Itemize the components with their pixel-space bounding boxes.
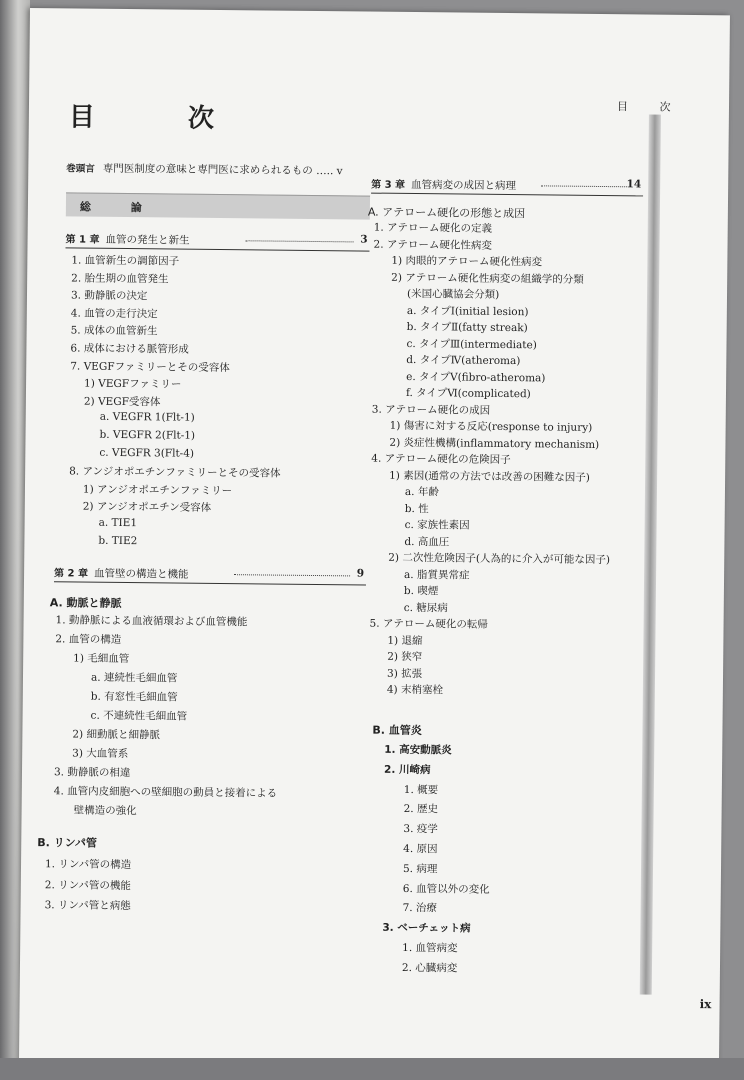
section-header: 総 論 bbox=[66, 192, 370, 219]
toc-entry: 2. 歴史 bbox=[403, 803, 439, 816]
toc-entry: 1. 概要 bbox=[403, 783, 439, 796]
toc-entry: 4. 原因 bbox=[403, 842, 438, 856]
chapter-page: 14 bbox=[626, 178, 642, 191]
book-page bbox=[19, 8, 730, 1075]
toc-entry: 2) アテローム硬化性病変の組織学的分類 bbox=[391, 271, 584, 286]
toc-entry: d. 高血圧 bbox=[404, 535, 450, 548]
toc-entry: 2) 二次性危険因子(人為的に介入が可能な因子) bbox=[388, 551, 611, 567]
toc-entry: 2. 血管の構造 bbox=[55, 633, 122, 646]
toc-entry: a. 連続性毛細血管 bbox=[90, 671, 178, 685]
toc-entry: b. VEGFR 2(Flt-1) bbox=[99, 428, 196, 442]
toc-entry: 6. 成体における脈管形成 bbox=[70, 342, 189, 356]
toc-entry: 1) 素因(通常の方法では改善の困難な因子) bbox=[389, 469, 590, 484]
toc-entry: c. タイプⅢ(intermediate) bbox=[406, 337, 537, 351]
toc-entry: c. 家族性素因 bbox=[404, 518, 470, 532]
toc-entry: 3. リンパ管と病態 bbox=[44, 899, 131, 913]
toc-entry: 1. リンパ管の構造 bbox=[44, 858, 132, 872]
toc-entry: 3. アテローム硬化の成因 bbox=[371, 403, 491, 417]
toc-entry: 1. アテローム硬化の定義 bbox=[373, 221, 493, 235]
toc-entry: 1. 動静脈による血液循環および血管機能 bbox=[55, 614, 248, 629]
toc-entry: 2. アテローム硬化性病変 bbox=[373, 238, 492, 252]
toc-entry: 2) 狭窄 bbox=[387, 650, 423, 664]
chapter-label: 第 2 章 bbox=[54, 568, 89, 580]
toc-entry: 2) アンジオポエチン受容体 bbox=[82, 500, 212, 515]
toc-entry: 1) アンジオポエチンファミリー bbox=[82, 483, 233, 497]
page-number: ix bbox=[699, 997, 712, 1012]
toc-entry: 5. 成体の血管新生 bbox=[70, 324, 158, 338]
center-fold-shadow bbox=[640, 114, 661, 994]
chapter-label: 第 1 章 bbox=[65, 234, 100, 246]
toc-entry: 2. リンパ管の機能 bbox=[44, 878, 132, 892]
toc-entry: 1) 退縮 bbox=[387, 634, 423, 647]
toc-entry: d. タイプⅣ(atheroma) bbox=[406, 353, 521, 368]
toc-entry: 3. 疫学 bbox=[403, 823, 438, 836]
section-a-heading: A. 動脈と静脈 bbox=[49, 596, 122, 610]
toc-entry: a. 年齢 bbox=[404, 485, 439, 499]
toc-entry: b. 有窓性毛細血管 bbox=[90, 690, 178, 704]
section-b-heading-right: B. 血管炎 bbox=[372, 723, 422, 738]
toc-entry: c. VEGFR 3(Flt-4) bbox=[99, 446, 195, 460]
toc-entry: 4) 末梢塞栓 bbox=[386, 683, 444, 697]
chapter-title: 血管病変の成因と病理 bbox=[411, 179, 517, 193]
foreword-label: 巻頭言 bbox=[66, 163, 95, 175]
toc-entry: 2) 細動脈と細静脈 bbox=[72, 728, 161, 742]
toc-entry: 1. 血管新生の調節因子 bbox=[71, 254, 180, 268]
toc-entry: a. VEGFR 1(Flt-1) bbox=[99, 411, 195, 425]
toc-entry: 1) VEGFファミリー bbox=[84, 377, 182, 391]
toc-entry: 5. 病理 bbox=[402, 862, 438, 876]
chapter-page: 3 bbox=[360, 233, 368, 246]
leader-dots bbox=[234, 574, 350, 576]
toc-entry: e. タイプⅤ(fibro-atheroma) bbox=[406, 370, 546, 384]
toc-entry: 6. 血管以外の変化 bbox=[402, 882, 490, 896]
chapter-2-heading bbox=[54, 564, 366, 585]
toc-entry: b. TIE2 bbox=[98, 534, 138, 547]
toc-entry: b. 性 bbox=[404, 502, 429, 515]
running-head: 目 次 bbox=[616, 100, 685, 114]
toc-entry: c. 糖尿病 bbox=[403, 601, 448, 614]
page-title: 目 次 bbox=[68, 102, 257, 135]
toc-entry: 5. アテローム硬化の転帰 bbox=[369, 617, 488, 631]
toc-entry: 2. 胎生期の血管発生 bbox=[71, 272, 169, 286]
toc-entry: 3. ベーチェット病 bbox=[382, 921, 471, 935]
toc-entry: a. TIE1 bbox=[98, 516, 138, 530]
foreword-text: 専門医制度の意味と専門医に求められるもの ….. v bbox=[102, 162, 343, 178]
toc-entry: 3) 大血管系 bbox=[72, 747, 129, 761]
chapter-3-heading bbox=[371, 176, 643, 197]
toc-entry: a. 脂質異常症 bbox=[404, 568, 470, 582]
toc-entry: 4. 血管の走行決定 bbox=[70, 307, 158, 321]
section-a-heading-right: A. アテローム硬化の形態と成因 bbox=[367, 205, 526, 221]
chapter-title: 血管壁の構造と機能 bbox=[93, 567, 189, 581]
toc-entry: 8. アンジオポエチンファミリーとその受容体 bbox=[69, 465, 281, 480]
table-surface bbox=[0, 1058, 744, 1080]
toc-entry: 1. 高安動脈炎 bbox=[384, 743, 452, 757]
toc-entry: 壁構造の強化 bbox=[73, 804, 137, 818]
toc-entry: (米国心臓協会分類) bbox=[406, 287, 500, 301]
toc-entry: 2. 川崎病 bbox=[383, 763, 431, 777]
toc-entry: 1) 肉眼的アテローム硬化性病変 bbox=[391, 254, 543, 269]
toc-entry: b. タイプⅡ(fatty streak) bbox=[406, 320, 528, 335]
toc-entry: 3. 動静脈の決定 bbox=[70, 289, 148, 303]
toc-entry: 2) VEGF受容体 bbox=[83, 395, 161, 409]
toc-entry: 4. 血管内皮細胞への壁細胞の動員と接着による bbox=[53, 785, 278, 800]
toc-entry: 7. 治療 bbox=[402, 902, 438, 915]
chapter-page: 9 bbox=[356, 567, 365, 580]
toc-entry: 2) 炎症性機構(inflammatory mechanism) bbox=[389, 436, 600, 451]
foreword-entry bbox=[66, 160, 342, 178]
section-b-heading: B. リンパ管 bbox=[37, 836, 97, 850]
chapter-title: 血管の発生と新生 bbox=[105, 233, 190, 247]
toc-entry: c. 不連続性毛細血管 bbox=[90, 709, 188, 723]
chapter-1-heading bbox=[65, 230, 369, 251]
toc-entry: b. 喫煙 bbox=[403, 584, 439, 598]
toc-entry: 2. 心臓病変 bbox=[401, 961, 458, 975]
chapter-label: 第 3 章 bbox=[371, 179, 406, 191]
toc-entry: a. タイプⅠ(initial lesion) bbox=[406, 304, 529, 318]
toc-entry: 1) 毛細血管 bbox=[73, 652, 130, 666]
toc-entry: 3. 動静脈の相違 bbox=[53, 766, 131, 780]
toc-entry: 3) 拡張 bbox=[386, 667, 423, 680]
toc-entry: 1) 傷害に対する反応(response to injury) bbox=[389, 419, 593, 434]
toc-entry: 7. VEGFファミリーとその受容体 bbox=[70, 360, 230, 374]
leader-dots bbox=[541, 185, 627, 187]
toc-entry: 1. 血管病変 bbox=[402, 941, 458, 955]
toc-entry: f. タイプⅥ(complicated) bbox=[405, 386, 531, 401]
leader-dots bbox=[246, 240, 354, 242]
toc-entry: 4. アテローム硬化の危険因子 bbox=[371, 452, 511, 467]
